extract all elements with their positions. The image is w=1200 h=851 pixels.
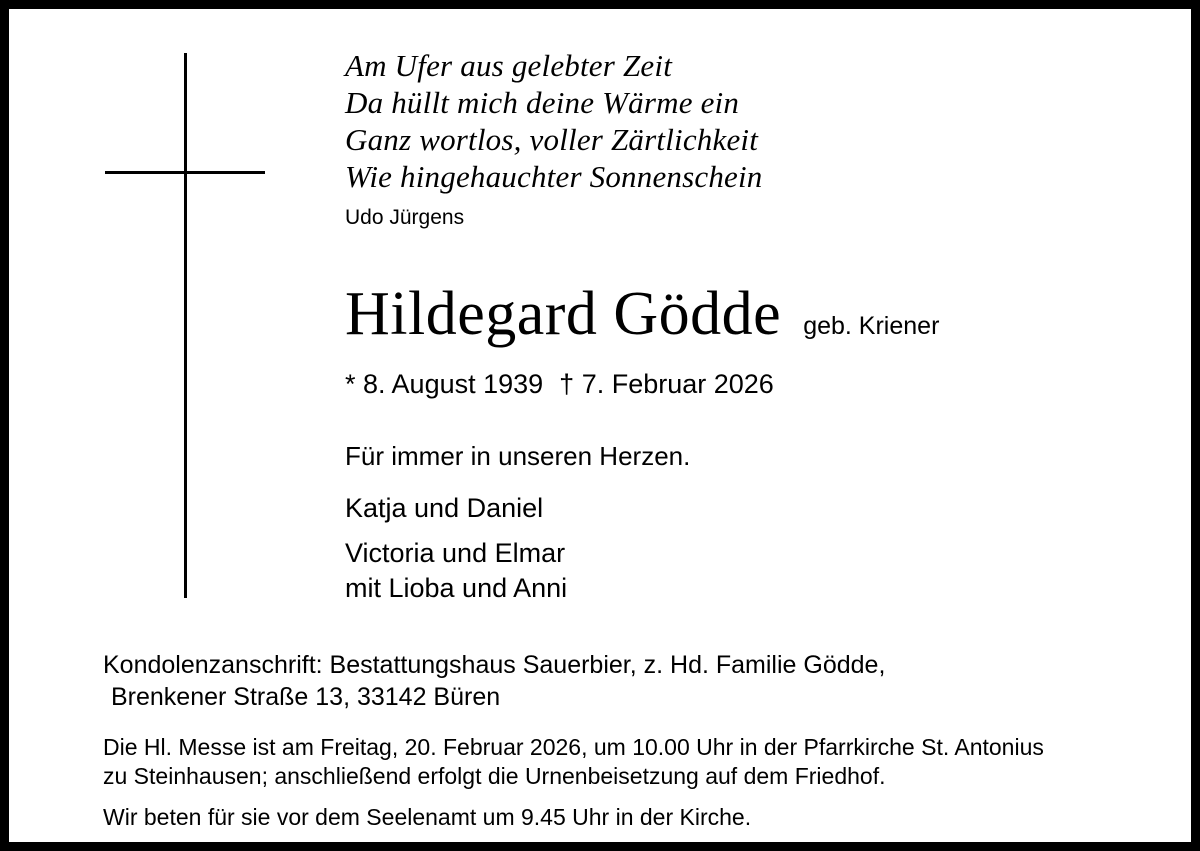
- obituary-inner: [9, 9, 1191, 842]
- mourner-3: mit Lioba und Anni: [345, 573, 568, 603]
- deceased-maiden-name: geb. Kriener: [803, 312, 940, 340]
- poem-line-4: Wie hingehauchter Sonnenschein: [345, 159, 763, 194]
- deceased-name: Hildegard Gödde: [345, 280, 782, 348]
- cross-icon: [105, 53, 265, 598]
- poem-line-1: Am Ufer aus gelebter Zeit: [345, 48, 673, 83]
- deceased-name-row: [345, 281, 939, 347]
- death-date: † 7. Februar 2026: [559, 369, 774, 399]
- condolence-address: [103, 649, 1143, 713]
- service-details: [103, 733, 1143, 832]
- condolence-line-2: Brenkener Straße 13, 33142 Büren: [111, 683, 501, 711]
- poem-line-3: Ganz wortlos, voller Zärtlichkeit: [345, 122, 759, 157]
- poem-line-2: Da hüllt mich deine Wärme ein: [345, 85, 740, 120]
- condolence-line-1: Kondolenzanschrift: Bestattungshaus Sauerbier, z. Hd. Familie Gödde,: [103, 651, 886, 679]
- mourner-2: Victoria und Elmar: [345, 538, 566, 568]
- service-line-3: Wir beten für sie vor dem Seelenamt um 9.45 Uhr in der Kirche.: [103, 804, 752, 830]
- deceased-dates: [345, 367, 774, 401]
- cross-horizontal-bar: [105, 171, 265, 174]
- mourners-block: [345, 491, 1045, 605]
- cross-vertical-bar: [184, 53, 187, 598]
- mourner-1: Katja und Daniel: [345, 493, 544, 523]
- birth-date: * 8. August 1939: [345, 369, 544, 399]
- memorial-line: Für immer in unseren Herzen.: [345, 441, 691, 471]
- service-line-1: Die Hl. Messe ist am Freitag, 20. Februar 2026, um 10.00 Uhr in der Pfarrkirche St. Antonius: [103, 734, 1044, 760]
- service-line-2: zu Steinhausen; anschließend erfolgt die Urnenbeisetzung auf dem Friedhof.: [103, 763, 886, 789]
- poem-block: [345, 47, 1045, 231]
- poem-author: Udo Jürgens: [345, 206, 465, 229]
